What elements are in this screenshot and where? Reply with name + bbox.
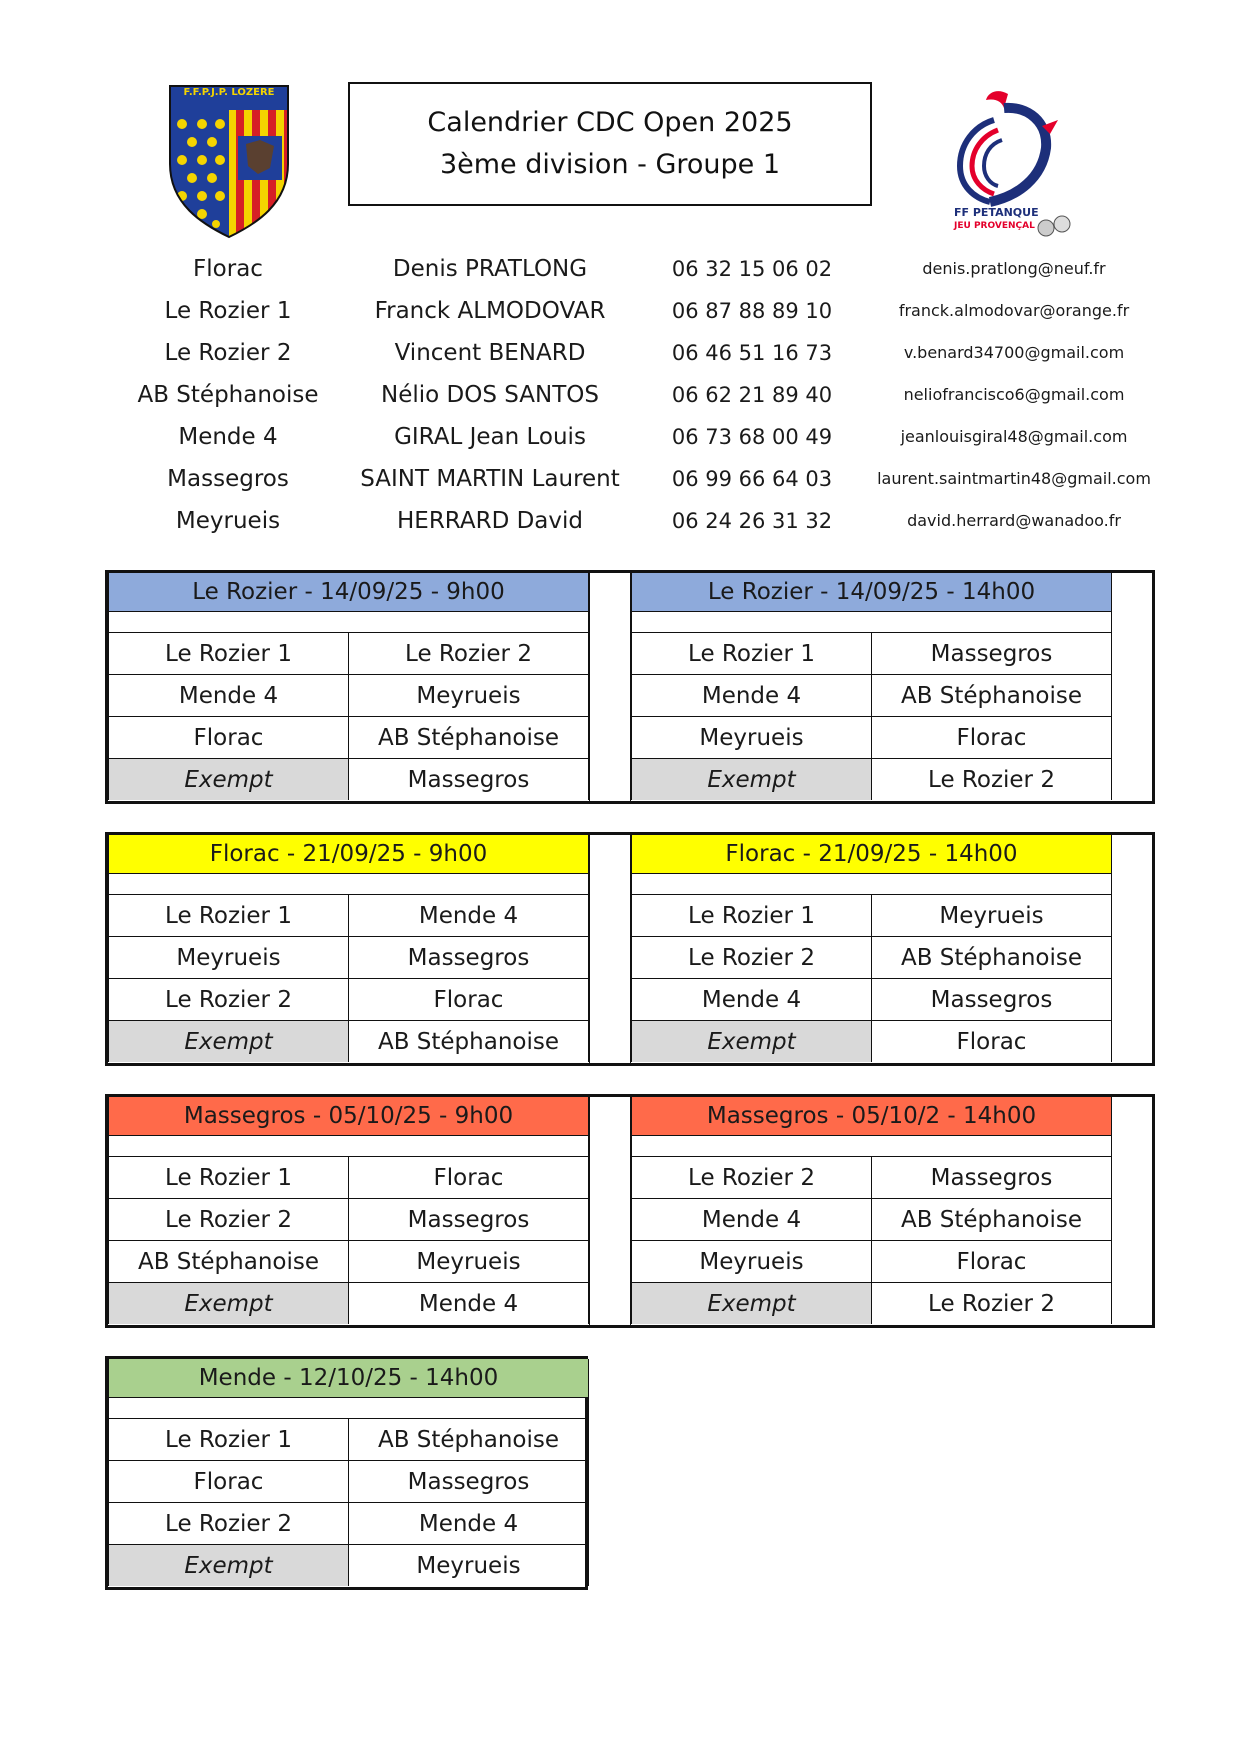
- contact-phone: 06 99 66 64 03: [671, 467, 833, 491]
- contact-phone: 06 73 68 00 49: [671, 425, 833, 449]
- ffpjp-rooster-logo: [938, 86, 1078, 246]
- team-a: Meyrueis: [631, 1240, 872, 1282]
- svg-text:JEU PROVENÇAL: JEU PROVENÇAL: [954, 221, 1035, 231]
- title-box: [348, 82, 872, 206]
- match-row: [108, 1020, 589, 1062]
- contact-name: Franck ALMODOVAR: [374, 298, 606, 324]
- team-a: Le Rozier 1: [108, 632, 349, 674]
- team-b: AB Stéphanoise: [349, 716, 589, 758]
- contact-club: Mende 4: [178, 424, 278, 450]
- match-row: [631, 1156, 1112, 1198]
- title-line-2: 3ème division - Groupe 1: [439, 149, 781, 180]
- match-row: [108, 1156, 589, 1198]
- match-row: [108, 674, 589, 716]
- team-b: Le Rozier 2: [349, 632, 589, 674]
- match-table-header: Florac - 21/09/25 - 9h00: [108, 835, 589, 874]
- exempt-label: Exempt: [631, 758, 872, 800]
- contact-name: HERRARD David: [397, 508, 583, 534]
- match-row: [108, 1418, 589, 1460]
- team-b: Florac: [349, 1156, 589, 1198]
- team-a: AB Stéphanoise: [108, 1240, 349, 1282]
- exempt-label: Exempt: [631, 1020, 872, 1062]
- team-b: Meyrueis: [349, 674, 589, 716]
- team-a: Le Rozier 1: [108, 1418, 349, 1460]
- round-block: [105, 570, 1155, 804]
- contact-club: Meyrueis: [175, 508, 281, 534]
- team-b: Le Rozier 2: [872, 1282, 1112, 1324]
- exempt-label: Exempt: [108, 1020, 349, 1062]
- contact-email[interactable]: franck.almodovar@orange.fr: [898, 301, 1130, 320]
- team-b: Mende 4: [349, 1502, 589, 1544]
- contact-club: AB Stéphanoise: [137, 382, 319, 408]
- contact-email[interactable]: neliofrancisco6@gmail.com: [903, 385, 1125, 404]
- team-b: Mende 4: [349, 894, 589, 936]
- team-b: AB Stéphanoise: [872, 936, 1112, 978]
- match-row: [108, 1282, 589, 1324]
- match-table-header: Massegros - 05/10/2 - 14h00: [631, 1097, 1112, 1136]
- contact-email[interactable]: jeanlouisgiral48@gmail.com: [900, 427, 1128, 446]
- match-row: [631, 936, 1112, 978]
- round-block: [105, 1094, 1155, 1328]
- team-b: Florac: [872, 716, 1112, 758]
- team-a: Mende 4: [631, 674, 872, 716]
- match-row: [108, 1240, 589, 1282]
- contact-row: [0, 290, 1241, 332]
- match-row: [631, 1240, 1112, 1282]
- match-table-right: [631, 1097, 1112, 1324]
- contact-phone: 06 62 21 89 40: [671, 383, 833, 407]
- team-b: AB Stéphanoise: [349, 1418, 589, 1460]
- team-b: AB Stéphanoise: [872, 1198, 1112, 1240]
- round-block: [105, 1356, 588, 1590]
- match-row: [631, 978, 1112, 1020]
- exempt-label: Exempt: [631, 1282, 872, 1324]
- contact-email[interactable]: david.herrard@wanadoo.fr: [907, 511, 1121, 530]
- match-row: [108, 1198, 589, 1240]
- contact-phone: 06 32 15 06 02: [671, 257, 833, 281]
- match-row: [108, 716, 589, 758]
- match-table-left: [108, 573, 589, 800]
- team-b: AB Stéphanoise: [349, 1020, 589, 1062]
- match-table-right: [631, 835, 1112, 1062]
- contact-name: Vincent BENARD: [394, 340, 586, 366]
- team-a: Meyrueis: [108, 936, 349, 978]
- team-a: Mende 4: [108, 674, 349, 716]
- team-b: Florac: [872, 1240, 1112, 1282]
- match-row: [108, 1544, 589, 1586]
- team-a: Le Rozier 2: [631, 1156, 872, 1198]
- match-table-header: Massegros - 05/10/25 - 9h00: [108, 1097, 589, 1136]
- contact-row: [0, 500, 1241, 542]
- contact-row: [0, 248, 1241, 290]
- header-spacer: [108, 1136, 589, 1156]
- match-table-left: [108, 1359, 589, 1586]
- team-a: Florac: [108, 716, 349, 758]
- team-a: Mende 4: [631, 1198, 872, 1240]
- match-table-header: Mende - 12/10/25 - 14h00: [108, 1359, 589, 1398]
- contact-row: [0, 458, 1241, 500]
- match-table-right: [631, 573, 1112, 800]
- contact-name: Nélio DOS SANTOS: [381, 382, 599, 408]
- match-row: [631, 1020, 1112, 1062]
- match-row: [108, 978, 589, 1020]
- team-b: Florac: [872, 1020, 1112, 1062]
- team-a: Le Rozier 2: [108, 1502, 349, 1544]
- match-row: [631, 1198, 1112, 1240]
- team-a: Mende 4: [631, 978, 872, 1020]
- contact-club: Florac: [193, 256, 263, 282]
- team-b: Massegros: [872, 1156, 1112, 1198]
- header-spacer: [108, 874, 589, 894]
- title-line-1: Calendrier CDC Open 2025: [427, 107, 793, 138]
- match-row: [631, 894, 1112, 936]
- header-spacer: [108, 1398, 589, 1418]
- match-row: [631, 1282, 1112, 1324]
- match-row: [108, 758, 589, 800]
- match-row: [631, 674, 1112, 716]
- team-b: Massegros: [349, 758, 589, 800]
- match-table-left: [108, 835, 589, 1062]
- match-row: [108, 1460, 589, 1502]
- match-row: [631, 716, 1112, 758]
- contact-row: [0, 416, 1241, 458]
- exempt-label: Exempt: [108, 1282, 349, 1324]
- round-block: [105, 832, 1155, 1066]
- team-a: Le Rozier 1: [108, 894, 349, 936]
- team-b: AB Stéphanoise: [872, 674, 1112, 716]
- contact-name: SAINT MARTIN Laurent: [360, 466, 620, 492]
- match-row: [108, 1502, 589, 1544]
- header-spacer: [631, 612, 1112, 632]
- team-b: Massegros: [872, 632, 1112, 674]
- block-divider: [589, 1097, 631, 1325]
- match-table-header: Florac - 21/09/25 - 14h00: [631, 835, 1112, 874]
- contact-row: [0, 374, 1241, 416]
- contact-email[interactable]: v.benard34700@gmail.com: [903, 343, 1125, 362]
- contact-name: GIRAL Jean Louis: [394, 424, 586, 450]
- svg-text:F.F.P.J.P. LOZERE: F.F.P.J.P. LOZERE: [183, 87, 275, 98]
- team-b: Massegros: [349, 1460, 589, 1502]
- block-divider: [589, 835, 631, 1063]
- contact-email[interactable]: denis.pratlong@neuf.fr: [922, 259, 1106, 278]
- lozere-shield-logo: [166, 84, 292, 239]
- exempt-label: Exempt: [108, 758, 349, 800]
- contact-phone: 06 87 88 89 10: [671, 299, 833, 323]
- contact-phone: 06 24 26 31 32: [671, 509, 833, 533]
- match-row: [631, 632, 1112, 674]
- contact-club: Massegros: [167, 466, 289, 492]
- team-b: Le Rozier 2: [872, 758, 1112, 800]
- team-a: Le Rozier 1: [631, 894, 872, 936]
- team-b: Mende 4: [349, 1282, 589, 1324]
- contact-phone: 06 46 51 16 73: [671, 341, 833, 365]
- team-a: Le Rozier 2: [108, 1198, 349, 1240]
- contact-club: Le Rozier 2: [164, 340, 292, 366]
- match-row: [631, 758, 1112, 800]
- team-b: Massegros: [349, 936, 589, 978]
- team-a: Le Rozier 1: [108, 1156, 349, 1198]
- match-row: [108, 632, 589, 674]
- contact-club: Le Rozier 1: [164, 298, 292, 324]
- team-a: Le Rozier 1: [631, 632, 872, 674]
- block-divider: [589, 573, 631, 801]
- team-a: Le Rozier 2: [108, 978, 349, 1020]
- contact-row: [0, 332, 1241, 374]
- team-a: Meyrueis: [631, 716, 872, 758]
- team-a: Florac: [108, 1460, 349, 1502]
- team-b: Massegros: [872, 978, 1112, 1020]
- match-row: [108, 936, 589, 978]
- team-b: Meyrueis: [349, 1240, 589, 1282]
- contact-name: Denis PRATLONG: [392, 256, 588, 282]
- team-a: Le Rozier 2: [631, 936, 872, 978]
- svg-text:FF PETANQUE: FF PETANQUE: [954, 206, 1039, 219]
- header-spacer: [631, 1136, 1112, 1156]
- match-row: [108, 894, 589, 936]
- header-spacer: [108, 612, 589, 632]
- team-b: Meyrueis: [872, 894, 1112, 936]
- team-b: Massegros: [349, 1198, 589, 1240]
- team-b: Florac: [349, 978, 589, 1020]
- match-table-header: Le Rozier - 14/09/25 - 9h00: [108, 573, 589, 612]
- match-table-header: Le Rozier - 14/09/25 - 14h00: [631, 573, 1112, 612]
- team-b: Meyrueis: [349, 1544, 589, 1586]
- exempt-label: Exempt: [108, 1544, 349, 1586]
- header-spacer: [631, 874, 1112, 894]
- match-table-left: [108, 1097, 589, 1324]
- contact-email[interactable]: laurent.saintmartin48@gmail.com: [877, 469, 1151, 488]
